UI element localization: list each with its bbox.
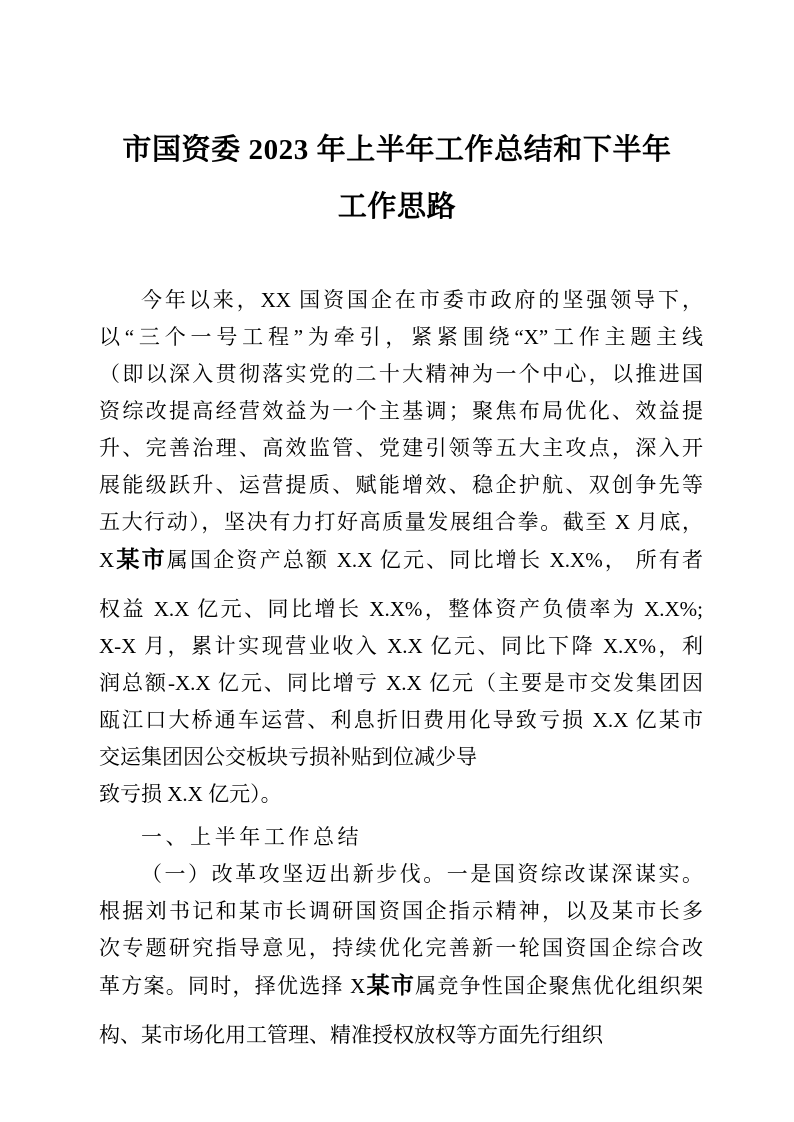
document-body — [99, 282, 703, 1054]
text-segment: 根据刘书记和某市长调研国资国企指示精神，以及某市长多 — [99, 899, 703, 923]
text-segment: X — [99, 548, 115, 572]
text-segment: 瓯江口大桥通车运营、利息折旧费用化导致亏损 X.X 亿某市 — [99, 708, 703, 732]
body-line — [99, 356, 703, 393]
text-segment: 今年以来，XX 国资国企在市委市政府的坚强领导下， — [141, 288, 703, 312]
section-heading — [99, 819, 703, 856]
body-line — [99, 393, 703, 430]
title-line-1: 市国资委 2023 年上半年工作总结和下半年 — [122, 134, 672, 166]
body-line — [99, 967, 703, 1004]
text-segment: 属竞争性国企聚焦优化组织架 — [415, 974, 704, 998]
text-segment: 构、某市场化用工管理、精准授权放权等方面先行组织 — [99, 1023, 603, 1047]
text-segment: 升、完善治理、高效监管、党建引领等五大主攻点，深入开 — [99, 436, 703, 460]
text-segment: X-X 月，累计实现营业收入 X.X 亿元、同比下降 X.X%，利 — [99, 634, 703, 658]
text-segment: 交运集团因公交板块亏损补贴到位减少导 — [99, 745, 477, 769]
body-line — [99, 1017, 703, 1054]
body-line — [99, 776, 703, 813]
body-line — [99, 319, 703, 356]
document-title — [80, 122, 714, 236]
text-segment: 资综改提高经营效益为一个主基调；聚焦布局优化、效益提 — [99, 399, 703, 423]
text-segment: 属国企资产总额 X.X 亿元、同比增长 X.X%， 所有者 — [166, 548, 704, 572]
body-line — [99, 591, 703, 628]
bold-placeholder-text: 某市 — [114, 547, 167, 572]
body-line — [99, 282, 703, 319]
bold-placeholder-text: 某市 — [365, 973, 416, 998]
text-segment: （即以深入贯彻落实党的二十大精神为一个中心，以推进国 — [99, 362, 703, 386]
body-line — [99, 856, 703, 893]
body-line — [99, 430, 703, 467]
body-line — [99, 541, 703, 578]
body-line — [99, 739, 703, 776]
body-line — [99, 665, 703, 702]
body-line — [99, 893, 703, 930]
text-segment: 润总额-X.X 亿元、同比增亏 X.X 亿元（主要是市交发集团因 — [99, 671, 703, 695]
text-segment: 次专题研究指导意见，持续优化完善新一轮国资国企综合改 — [99, 936, 703, 960]
text-segment: 展能级跃升、运营提质、赋能增效、稳企护航、双创争先等 — [99, 473, 703, 497]
text-segment: 以“三个一号工程”为牵引，紧紧围绕“X”工作主题主线 — [99, 325, 703, 349]
body-line — [99, 930, 703, 967]
body-line — [99, 628, 703, 665]
title-line-2: 工作思路 — [337, 191, 457, 223]
text-segment: 权益 X.X 亿元、同比增长 X.X%，整体资产负债率为 X.X%; — [99, 597, 703, 621]
text-segment: 一、上半年工作总结 — [141, 825, 363, 849]
body-line — [99, 504, 703, 541]
text-segment: 革方案。同时，择优选择 X — [99, 974, 366, 998]
body-line — [99, 702, 703, 739]
text-segment: （一）改革攻坚迈出新步伐。一是国资综改谋深谋实。 — [141, 862, 703, 886]
text-segment: 五大行动），坚决有力打好高质量发展组合拳。截至 X 月底， — [99, 510, 703, 534]
body-line — [99, 467, 703, 504]
text-segment: 致亏损 X.X 亿元）。 — [99, 782, 282, 806]
